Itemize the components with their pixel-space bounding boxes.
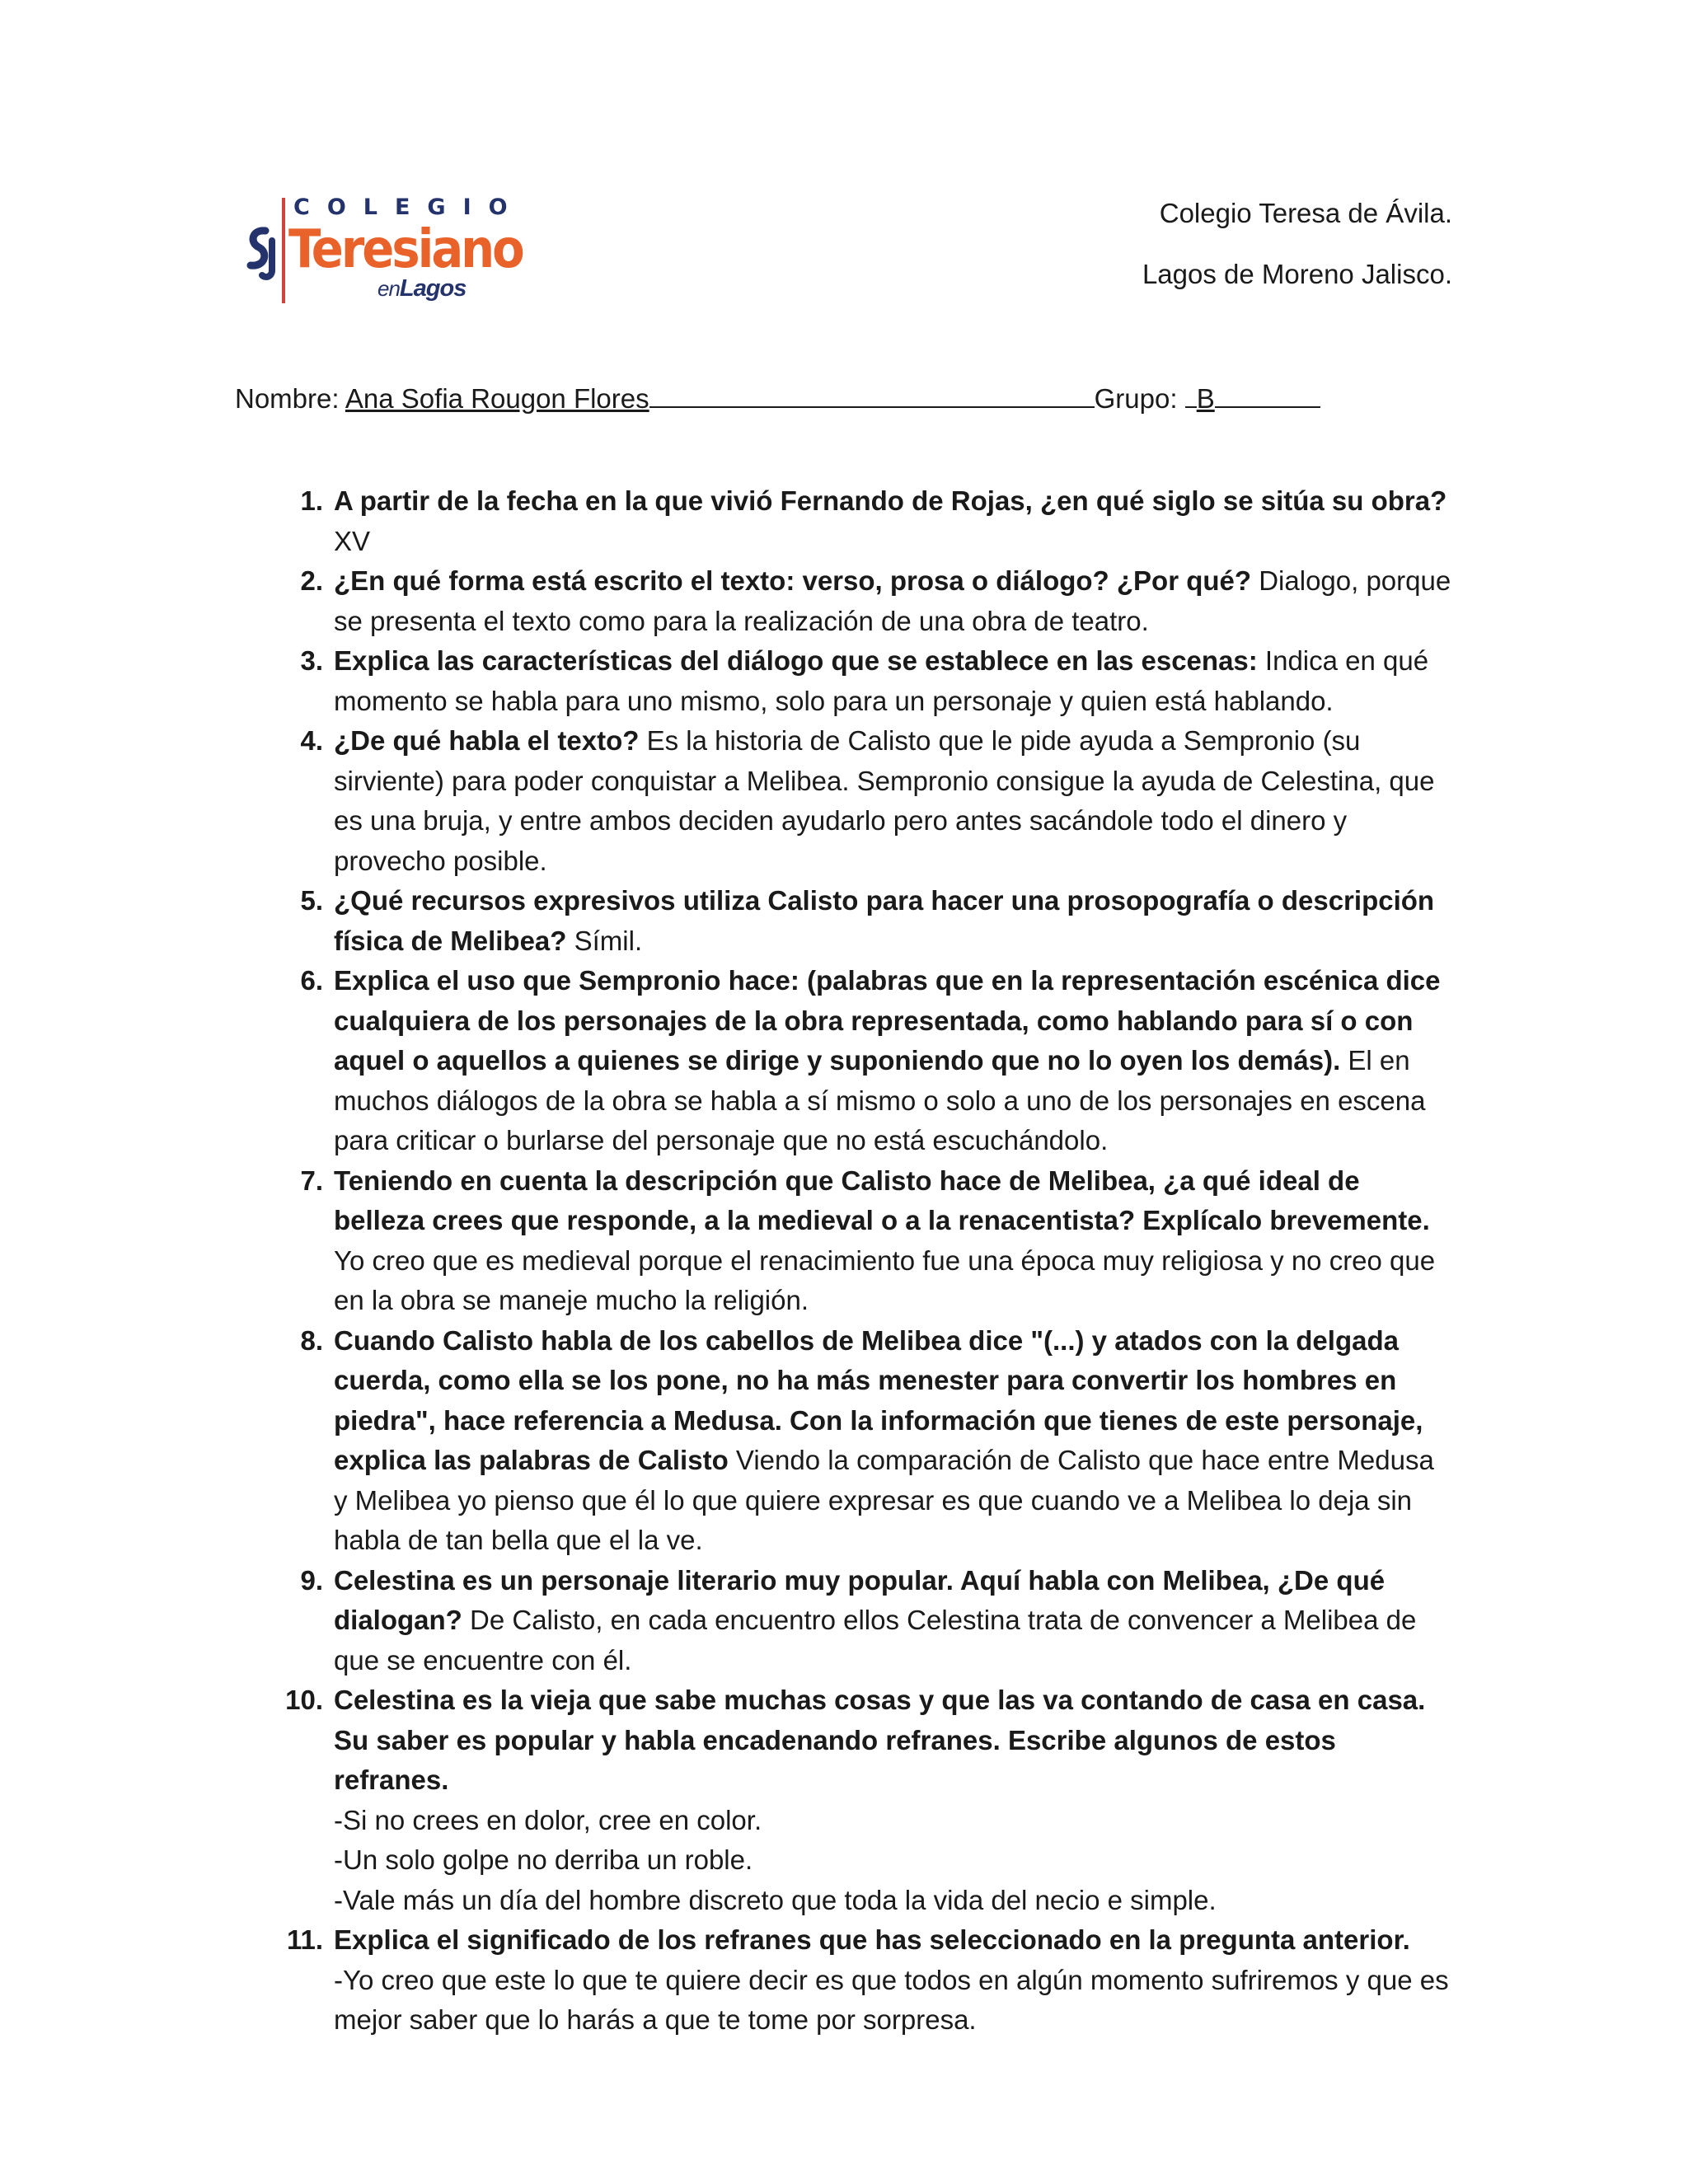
answer-line: -Yo creo que este lo que te quiere decir es que todos en algún momento sufriremos y que es mejor saber que lo harás a que te tome por sorpresa. [334,1964,1449,2035]
answer-text: De Calisto, en cada encuentro ellos Celestina trata de convencer a Melibea de que se encuentre con él. [334,1605,1417,1675]
question-text: Cuando Calisto habla de los cabellos de Melibea dice "(...) y atados con la delgada cuerda, como ella se los pone, no ha más menester para convertir los hombres en piedra", hace referencia a Medusa. Con la información que tienes de este personaje, explica las palabras de Calisto [334,1324,1423,1475]
student-info-line [235,383,1320,415]
answer-text: Viendo la comparación de Calisto que hace entre Medusa y Melibea yo pienso que él lo que quiere expresar es que cuando ve a Melibea lo deja sin habla de tan bella que el la ve. [334,1445,1434,1555]
question-text: Explica el uso que Sempronio hace: (palabras que en la representación escénica dice cualquiera de los personajes de la obra representada, como hablando para sí o con aquel o aquellos a quienes se dirige y suponiendo que no lo oyen los demás). [334,965,1441,1076]
question-item [280,1561,1455,1681]
answer-text: Indica en qué momento se habla para uno mismo, solo para un personaje y quien está hablando. [334,645,1429,716]
answer-line: -Si no crees en dolor, cree en color. [334,1804,762,1835]
question-item [280,481,1455,561]
answer-line: -Vale más un día del hombre discreto que toda la vida del necio e simple. [334,1884,1217,1915]
question-text: ¿De qué habla el texto? [334,725,640,756]
answer-line: -Un solo golpe no derriba un roble. [334,1844,753,1875]
questions-list [280,481,1455,2041]
question-number: 6. [300,965,323,996]
answer-text: XV [334,525,371,556]
question-text: Explica el significado de los refranes que has seleccionado en la pregunta anterior. [334,1924,1410,1955]
question-text: ¿Qué recursos expresivos utiliza Calisto para hacer una prosopografía o descripción física de Melibea? [334,885,1435,956]
sj-monogram-icon [241,224,280,282]
question-text: Teniendo en cuenta la descripción que Calisto hace de Melibea, ¿a qué ideal de belleza crees que responde, a la medieval o a la renacentista? Explícalo brevemente. [334,1165,1430,1235]
answer-text: Símil. [566,925,643,956]
group-label: Grupo: [1094,383,1178,414]
question-number: 8. [300,1324,323,1356]
logo-divider [282,198,285,303]
student-name: Ana Sofia Rougon Flores [345,383,649,414]
name-label: Nombre: [235,383,340,414]
question-item [280,1680,1455,1920]
school-name: Colegio Teresa de Ávila. [1159,198,1452,228]
name-underline [649,385,1095,408]
question-number: 11. [286,1924,323,1955]
answer-text: Yo creo que es medieval porque el renacimiento fue una época muy religiosa y no creo que en la obra se maneje mucho la religión. [334,1244,1436,1315]
question-item [280,881,1455,961]
answer-text: El en muchos diálogos de la obra se habla a sí mismo o solo a uno de los personajes en escena para criticar o burlarse del personaje que no está escuchándolo. [334,1045,1426,1155]
question-number: 5. [300,885,323,916]
group-value: B [1196,383,1215,414]
question-text: A partir de la fecha en la que vivió Fernando de Rojas, ¿en qué siglo se sitúa su obra? [334,485,1447,516]
school-location: Lagos de Moreno Jalisco. [1142,259,1452,289]
question-text: Celestina es la vieja que sabe muchas cosas y que las va contando de casa en casa. Su saber es popular y habla encadenando refranes. Escribe algunos de estos refranes. [334,1685,1426,1795]
question-number: 3. [300,645,323,676]
logo-enlagos-text: enLagos [377,275,467,302]
school-logo [241,194,525,308]
question-number: 7. [300,1165,323,1196]
group-underline-lead [1185,385,1197,408]
logo-colegio-text: COLEGIO [293,194,525,220]
question-item [280,641,1455,721]
question-item [280,1321,1455,1561]
question-number: 4. [300,725,323,756]
question-text: Celestina es un personaje literario muy popular. Aquí habla con Melibea, ¿De qué dialogan? [334,1564,1386,1635]
answer-text: Dialogo, porque se presenta el texto como para la realización de una obra de teatro. [334,565,1451,636]
question-text: ¿En qué forma está escrito el texto: verso, prosa o diálogo? ¿Por qué? [334,565,1252,596]
answer-text: Es la historia de Calisto que le pide ayuda a Sempronio (su sirviente) para poder conquistar a Melibea. Sempronio consigue la ayuda de Celestina, que es una bruja, y entre ambos deciden ayudarlo pero antes sacándole todo el dinero y provecho posible. [334,725,1435,876]
question-text: Explica las características del diálogo que se establece en las escenas: [334,645,1258,676]
question-item [280,1920,1455,2041]
question-number: 10. [285,1685,323,1715]
question-number: 2. [300,565,323,596]
group-underline [1215,385,1320,408]
question-item [280,961,1455,1161]
question-item [280,1161,1455,1321]
question-item [280,721,1455,881]
question-number: 1. [300,485,323,516]
question-item [280,561,1455,641]
question-number: 9. [300,1564,323,1596]
logo-teresiano-text: Teresiano [288,219,523,280]
